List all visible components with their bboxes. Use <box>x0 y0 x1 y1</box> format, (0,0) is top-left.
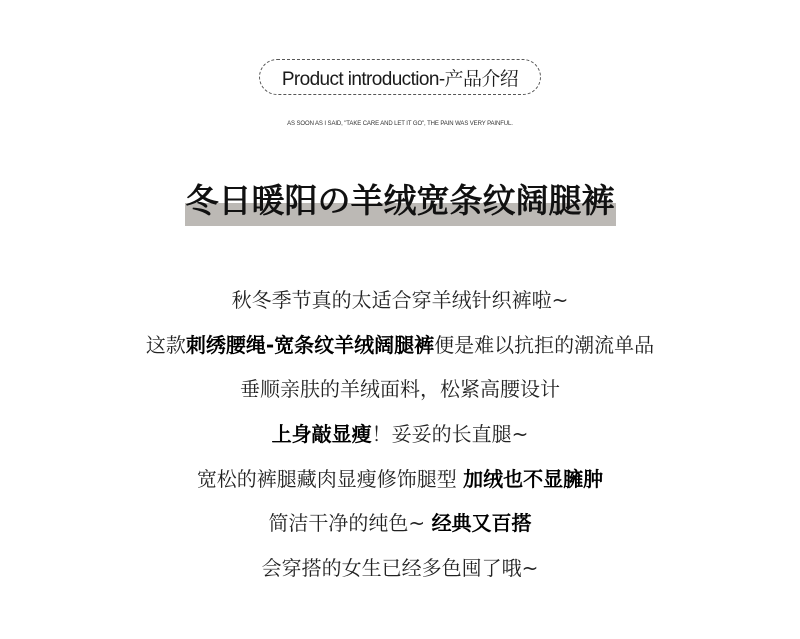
description-text: 垂顺亲肤的羊绒面料，松紧高腰设计 <box>240 377 560 402</box>
section-title-text: Product introduction-产品介绍 <box>281 68 519 90</box>
description-text: 简洁干净的纯色~ <box>268 511 432 536</box>
description-line <box>0 501 800 546</box>
description-text: 秋冬季节真的太适合穿羊绒针织裤啦~ <box>231 288 569 312</box>
description-line <box>0 546 800 591</box>
description-text: 便是难以抗拒的潮流单品 <box>434 332 655 357</box>
headline-container <box>0 180 800 222</box>
description-line <box>0 367 800 412</box>
headline-text: 冬日暖阳の羊绒宽条纹阔腿裤 <box>185 181 615 220</box>
description-emphasis: 经典又百搭 <box>431 511 532 536</box>
description-text: ！妥妥的长直腿~ <box>371 422 529 447</box>
description-lines <box>0 278 800 591</box>
description-line <box>0 323 800 368</box>
tagline: AS SOON AS I SAID, "TAKE CARE AND LET IT GO", THE PAIN WAS VERY PAINFUL. <box>287 121 513 127</box>
product-headline <box>185 180 616 222</box>
description-text: 这款 <box>145 332 186 357</box>
description-text: 宽松的裤腿藏肉显瘦修饰腿型 <box>196 466 464 491</box>
section-title-pill <box>259 59 541 95</box>
description-line <box>0 457 800 502</box>
description-emphasis: 加绒也不显臃肿 <box>463 466 604 491</box>
description-emphasis: 上身敲显瘦 <box>271 422 372 447</box>
description-text: 会穿搭的女生已经多色囤了哦~ <box>261 556 539 581</box>
description-line <box>0 278 800 323</box>
description-line <box>0 412 800 457</box>
description-emphasis: 刺绣腰绳-宽条纹羊绒阔腿裤 <box>185 332 435 357</box>
